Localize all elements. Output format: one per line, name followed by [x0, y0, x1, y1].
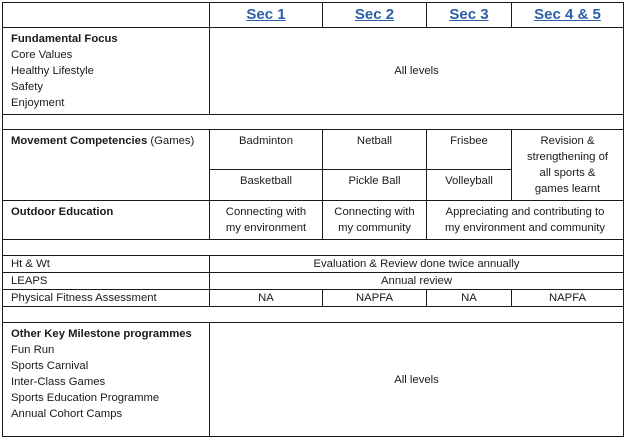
spacer-row	[3, 240, 624, 256]
spacer-cell	[3, 240, 624, 256]
htwt-label: Ht & Wt	[3, 256, 210, 273]
movement-sport: Netball	[323, 130, 427, 170]
spacer-cell	[3, 115, 624, 130]
movement-sport: Volleyball	[427, 169, 512, 200]
outdoor-row	[3, 201, 624, 240]
pfa-value: NAPFA	[323, 290, 427, 307]
movement-sport: Basketball	[210, 169, 323, 200]
pfa-value: NA	[427, 290, 512, 307]
movement-label-cell	[3, 130, 210, 201]
milestone-item: Annual Cohort Camps	[11, 408, 123, 420]
fundamental-item: Safety	[11, 81, 44, 93]
fundamental-title: Fundamental Focus	[11, 33, 118, 45]
movement-sport: Badminton	[210, 130, 323, 170]
movement-sport: Frisbee	[427, 130, 512, 170]
outdoor-sec345: Appreciating and contributing to my environment and community	[427, 201, 624, 240]
header-sec3: Sec 3	[427, 3, 512, 28]
header-sec2: Sec 2	[323, 3, 427, 28]
outdoor-title: Outdoor Education	[11, 206, 114, 218]
outdoor-sec2: Connecting with my community	[323, 201, 427, 240]
milestone-item: Inter-Class Games	[11, 376, 106, 388]
fundamental-levels: All levels	[210, 28, 624, 115]
htwt-value: Evaluation & Review done twice annually	[210, 256, 624, 273]
spacer-cell	[3, 307, 624, 323]
movement-sec45-line: all sports &	[539, 167, 596, 179]
fundamental-item: Core Values	[11, 49, 73, 61]
spacer-row	[3, 307, 624, 323]
header-row	[3, 3, 624, 28]
milestones-row	[3, 323, 624, 437]
spacer-row	[3, 115, 624, 130]
pfa-value: NAPFA	[512, 290, 624, 307]
fundamental-row	[3, 28, 624, 115]
htwt-row	[3, 256, 624, 273]
movement-sport: Pickle Ball	[323, 169, 427, 200]
outdoor-sec1: Connecting with my environment	[210, 201, 323, 240]
header-sec45: Sec 4 & 5	[512, 3, 624, 28]
milestones-title: Other Key Milestone programmes	[11, 328, 192, 340]
programme-table	[2, 2, 624, 437]
movement-title: Movement Competencies	[11, 135, 148, 147]
milestones-label-cell	[3, 323, 210, 437]
movement-sec45-line: Revision &	[540, 135, 595, 147]
header-corner	[3, 3, 210, 28]
fundamental-item: Enjoyment	[11, 97, 65, 109]
movement-sec45-cell	[512, 130, 624, 201]
pfa-row	[3, 290, 624, 307]
leaps-value: Annual review	[210, 273, 624, 290]
header-sec1: Sec 1	[210, 3, 323, 28]
leaps-label: LEAPS	[3, 273, 210, 290]
movement-title-suffix: (Games)	[147, 135, 195, 147]
outdoor-label-cell	[3, 201, 210, 240]
movement-sec45-line: strengthening of	[526, 151, 609, 163]
milestone-item: Sports Carnival	[11, 360, 89, 372]
leaps-row	[3, 273, 624, 290]
pfa-label: Physical Fitness Assessment	[3, 290, 210, 307]
milestone-item: Sports Education Programme	[11, 392, 160, 404]
fundamental-item: Healthy Lifestyle	[11, 65, 94, 77]
pfa-value: NA	[210, 290, 323, 307]
milestone-item: Fun Run	[11, 344, 55, 356]
movement-row-1	[3, 130, 624, 170]
movement-sec45-line: games learnt	[534, 183, 601, 195]
milestones-levels: All levels	[210, 323, 624, 437]
fundamental-label-cell	[3, 28, 210, 115]
